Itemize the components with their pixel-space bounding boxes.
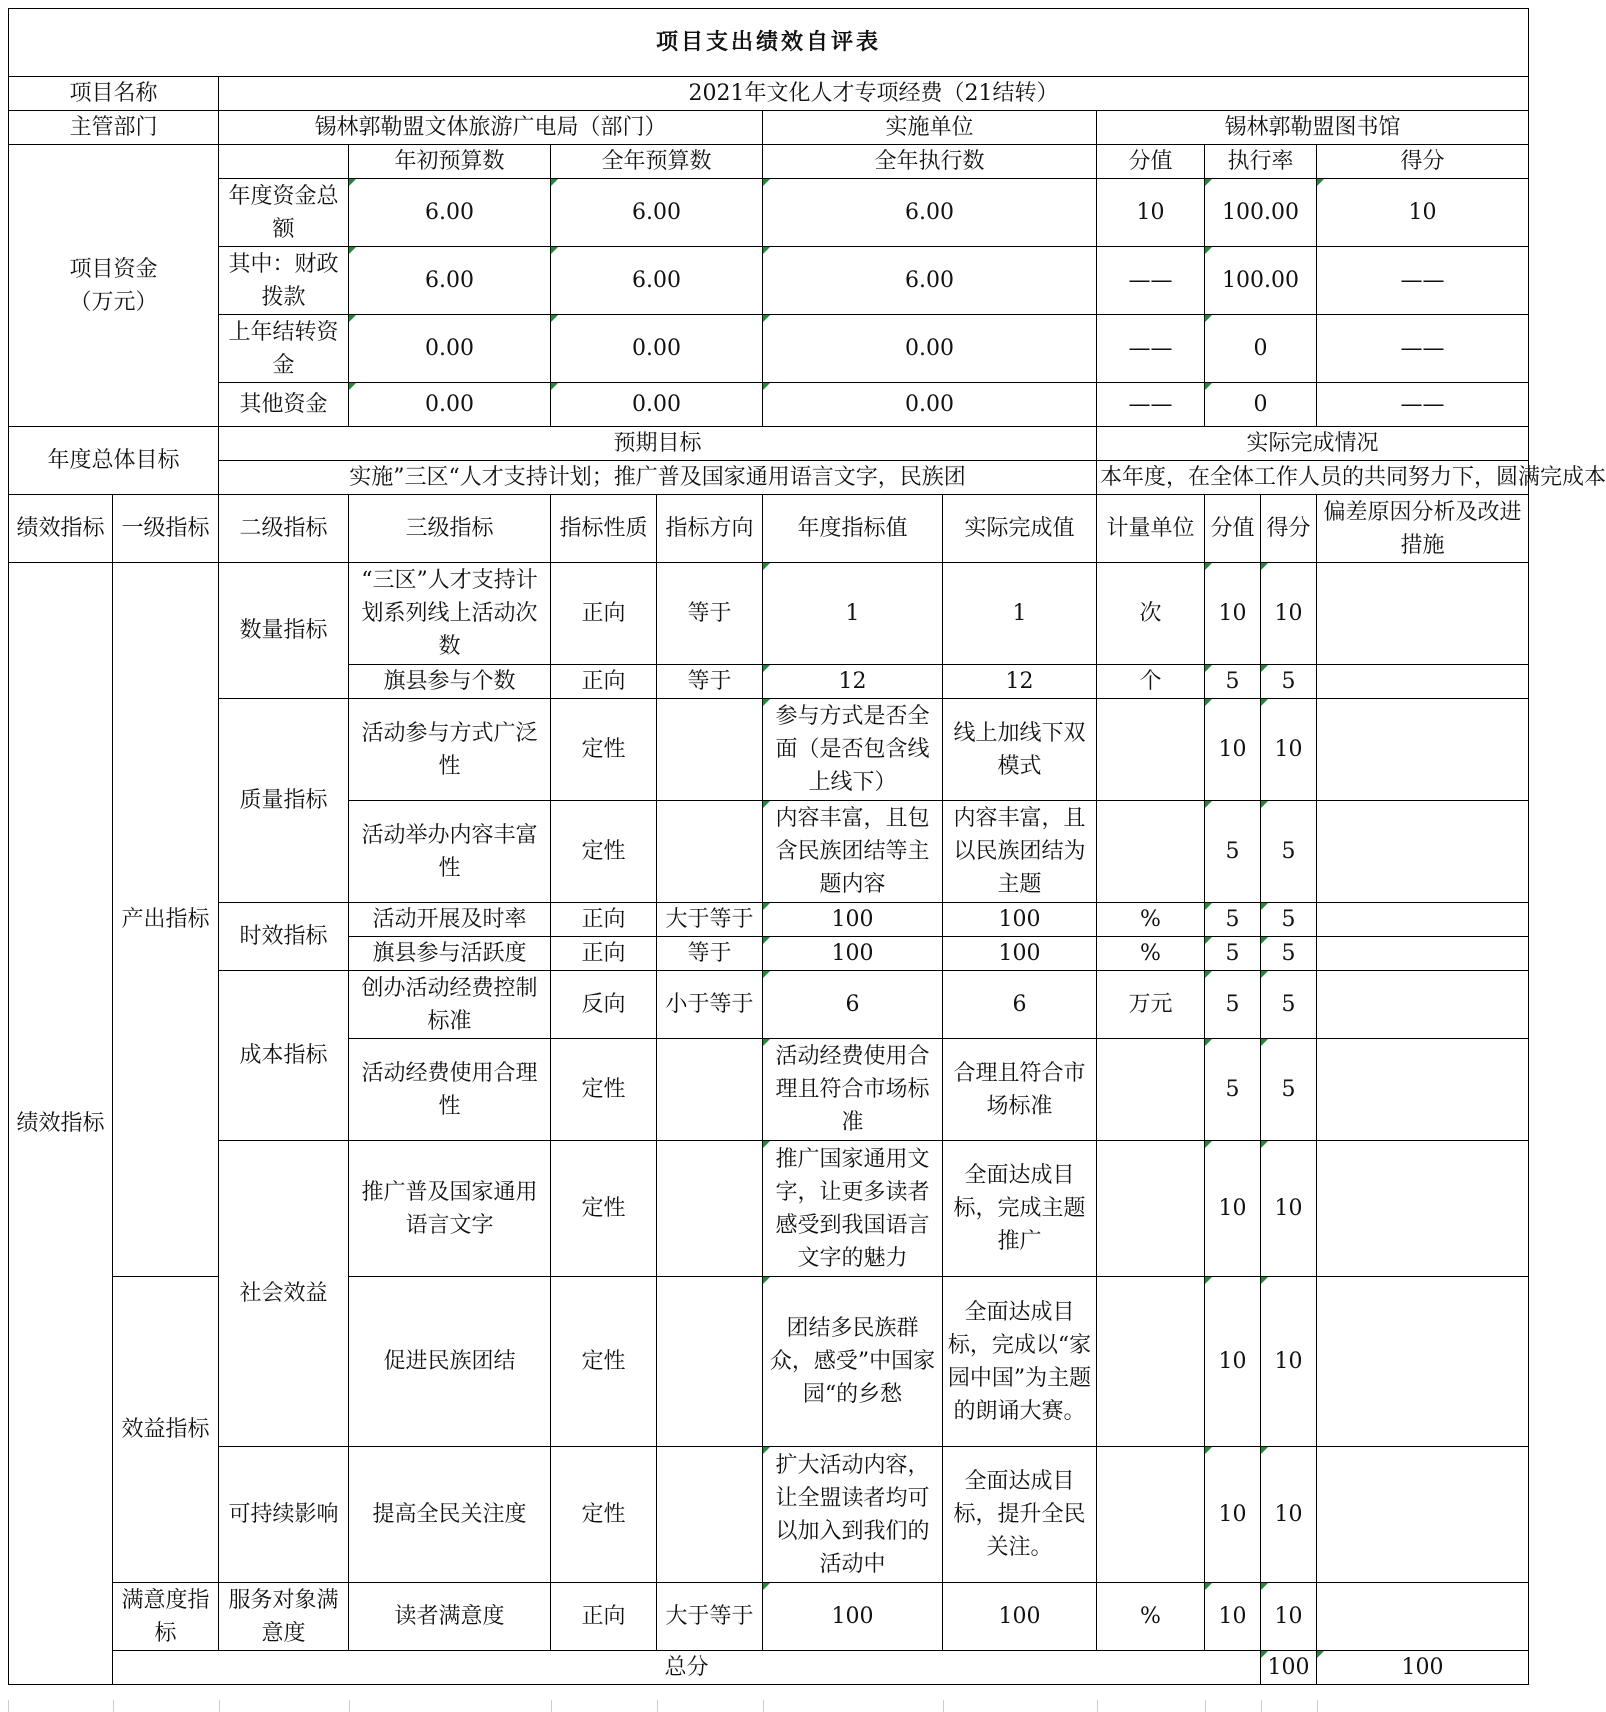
indicator-actual[interactable]: 100 [943,937,1097,971]
indicator-direction[interactable]: 大于等于 [657,1583,763,1651]
funds-row-label: 其中：财政拨款 [219,247,349,315]
indicator-nature[interactable]: 正向 [551,1583,657,1651]
indicator-score[interactable]: 5 [1261,903,1317,937]
hdr-score: 得分 [1261,495,1317,563]
indicator-value[interactable]: 5 [1205,801,1261,903]
indicator-direction[interactable] [657,1141,763,1277]
funds-score[interactable]: 10 [1317,179,1529,247]
self-evaluation-table [8,8,1606,1685]
unit-value[interactable]: 锡林郭勒盟图书馆 [1097,111,1529,145]
indicator-unit[interactable]: 个 [1097,665,1205,699]
indicator-direction[interactable]: 大于等于 [657,903,763,937]
goal-label: 年度总体目标 [9,427,219,495]
level2-quantity: 数量指标 [219,563,349,699]
indicator-actual[interactable]: 100 [943,903,1097,937]
indicator-score[interactable]: 5 [1261,937,1317,971]
hdr-direction: 指标方向 [657,495,763,563]
indicator-nature[interactable]: 正向 [551,563,657,665]
indicator-actual[interactable]: 100 [943,1583,1097,1651]
indicator-nature[interactable]: 正向 [551,937,657,971]
indicator-direction[interactable] [657,1277,763,1447]
indicator-actual[interactable]: 1 [943,563,1097,665]
indicator-direction[interactable]: 等于 [657,563,763,665]
indicator-score[interactable]: 5 [1261,801,1317,903]
indicator-nature[interactable]: 定性 [551,699,657,801]
indicator-name: 活动经费使用合理性 [349,1039,551,1141]
unit-label: 实施单位 [763,111,1097,145]
indicator-nature[interactable]: 定性 [551,1039,657,1141]
goal-expected-label: 预期目标 [219,427,1097,461]
total-value[interactable]: 100 [1261,1651,1317,1685]
funds-executed[interactable]: 0.00 [763,383,1097,427]
indicator-deviation[interactable] [1317,903,1529,937]
indicator-target[interactable]: 100 [763,903,943,937]
indicator-name: 促进民族团结 [349,1277,551,1447]
hdr-level1: 一级指标 [113,495,219,563]
indicator-unit[interactable]: % [1097,1583,1205,1651]
indicator-target[interactable]: 扩大活动内容，让全盟读者均可以加入到我们的活动中 [763,1447,943,1583]
hdr-level2: 二级指标 [219,495,349,563]
indicator-deviation[interactable] [1317,1583,1529,1651]
goal-actual-text[interactable]: 本年度，在全体工作人员的共同努力下，圆满完成本 [1097,461,1529,495]
indicator-nature[interactable]: 定性 [551,1277,657,1447]
level2-sustain: 可持续影响 [219,1447,349,1583]
funds-executed[interactable]: 6.00 [763,247,1097,315]
funds-header-score-value: 分值 [1097,145,1205,179]
indicator-name: “三区”人才支持计划系列线上活动次数 [349,563,551,665]
hdr-target: 年度指标值 [763,495,943,563]
indicator-value[interactable]: 5 [1205,937,1261,971]
indicator-value[interactable]: 5 [1205,665,1261,699]
funds-rate[interactable]: 0 [1205,383,1317,427]
indicator-score[interactable]: 10 [1261,1141,1317,1277]
page-title: 项目支出绩效自评表 [9,9,1529,77]
indicator-direction[interactable] [657,1447,763,1583]
funds-initial[interactable]: 6.00 [349,247,551,315]
indicator-name: 创办活动经费控制标准 [349,971,551,1039]
indicator-direction[interactable] [657,699,763,801]
indicator-unit[interactable]: % [1097,937,1205,971]
indicator-actual[interactable]: 12 [943,665,1097,699]
funds-row-label: 上年结转资金 [219,315,349,383]
indicator-target[interactable]: 12 [763,665,943,699]
indicator-value[interactable]: 10 [1205,1141,1261,1277]
funds-executed[interactable]: 0.00 [763,315,1097,383]
indicator-actual[interactable]: 线上加线下双模式 [943,699,1097,801]
indicator-value[interactable]: 10 [1205,1447,1261,1583]
indicator-unit[interactable]: 万元 [1097,971,1205,1039]
indicator-score[interactable]: 10 [1261,699,1317,801]
hdr-perf: 绩效指标 [9,495,113,563]
goal-actual-label: 实际完成情况 [1097,427,1529,461]
indicator-deviation[interactable] [1317,971,1529,1039]
funds-score-value[interactable]: —— [1097,247,1205,315]
level1-satisfaction: 满意度指标 [113,1583,219,1651]
project-name-label: 项目名称 [9,77,219,111]
hdr-level3: 三级指标 [349,495,551,563]
indicator-unit[interactable] [1097,1277,1205,1447]
indicator-target[interactable]: 团结多民族群众，感受”中国家园“的乡愁 [763,1277,943,1447]
indicator-target[interactable]: 推广国家通用文字，让更多读者感受到我国语言文字的魅力 [763,1141,943,1277]
funds-rate[interactable]: 0 [1205,315,1317,383]
total-score[interactable]: 100 [1317,1651,1529,1685]
level2-quality: 质量指标 [219,699,349,903]
indicator-value[interactable]: 10 [1205,1583,1261,1651]
funds-annual[interactable]: 6.00 [551,179,763,247]
funds-executed[interactable]: 6.00 [763,179,1097,247]
indicator-target[interactable]: 1 [763,563,943,665]
indicator-actual[interactable]: 全面达成目标，完成主题推广 [943,1141,1097,1277]
funds-initial[interactable]: 0.00 [349,383,551,427]
indicator-name: 推广普及国家通用语言文字 [349,1141,551,1277]
indicator-target[interactable]: 100 [763,937,943,971]
level2-social: 社会效益 [219,1141,349,1447]
indicator-direction[interactable]: 等于 [657,937,763,971]
level2-service: 服务对象满意度 [219,1583,349,1651]
level1-benefit: 效益指标 [113,1277,219,1583]
dept-value[interactable]: 锡林郭勒盟文体旅游广电局（部门） [219,111,763,145]
indicator-unit[interactable] [1097,699,1205,801]
next-row-gridlines [8,1700,1525,1712]
indicator-nature[interactable]: 定性 [551,801,657,903]
indicator-actual[interactable]: 6 [943,971,1097,1039]
indicator-direction[interactable]: 小于等于 [657,971,763,1039]
indicator-name: 旗县参与活跃度 [349,937,551,971]
indicator-nature[interactable]: 反向 [551,971,657,1039]
indicator-direction[interactable]: 等于 [657,665,763,699]
indicator-score[interactable]: 10 [1261,1583,1317,1651]
indicator-name: 提高全民关注度 [349,1447,551,1583]
indicator-value[interactable]: 10 [1205,699,1261,801]
indicator-actual[interactable]: 合理且符合市场标准 [943,1039,1097,1141]
funds-header-annual: 全年预算数 [551,145,763,179]
indicator-target[interactable]: 参与方式是否全面（是否包含线上线下） [763,699,943,801]
indicator-unit[interactable] [1097,1447,1205,1583]
indicator-nature[interactable]: 定性 [551,1141,657,1277]
indicator-target[interactable]: 100 [763,1583,943,1651]
funds-initial[interactable]: 6.00 [349,179,551,247]
funds-header-rate: 执行率 [1205,145,1317,179]
funds-score-value[interactable]: —— [1097,383,1205,427]
indicator-actual[interactable]: 全面达成目标，提升全民关注。 [943,1447,1097,1583]
indicator-score[interactable]: 5 [1261,971,1317,1039]
funds-rate[interactable]: 100.00 [1205,247,1317,315]
indicator-actual[interactable]: 全面达成目标，完成以“家园中国”为主题的朗诵大赛。 [943,1277,1097,1447]
indicator-score[interactable]: 10 [1261,1277,1317,1447]
perf-group-label: 绩效指标 [9,563,113,1685]
funds-score[interactable]: —— [1317,383,1529,427]
funds-annual[interactable]: 0.00 [551,315,763,383]
indicator-target[interactable]: 内容丰富，且包含民族团结等主题内容 [763,801,943,903]
funds-initial[interactable]: 0.00 [349,315,551,383]
indicator-score[interactable]: 5 [1261,665,1317,699]
dept-label: 主管部门 [9,111,219,145]
level2-cost: 成本指标 [219,971,349,1141]
level2-time: 时效指标 [219,903,349,971]
hdr-unit: 计量单位 [1097,495,1205,563]
funds-rate[interactable]: 100.00 [1205,179,1317,247]
funds-score-value[interactable]: 10 [1097,179,1205,247]
indicator-name: 活动举办内容丰富性 [349,801,551,903]
hdr-deviation: 偏差原因分析及改进措施 [1317,495,1529,563]
funds-row-label: 其他资金 [219,383,349,427]
funds-label: 项目资金（万元） [9,145,219,427]
indicator-deviation[interactable] [1317,665,1529,699]
funds-header-blank [219,145,349,179]
indicator-score[interactable]: 10 [1261,1447,1317,1583]
funds-score-value[interactable]: —— [1097,315,1205,383]
level1-output: 产出指标 [113,563,219,1277]
indicator-target[interactable]: 6 [763,971,943,1039]
funds-header-score: 得分 [1317,145,1529,179]
indicator-deviation[interactable] [1317,1277,1529,1447]
indicator-direction[interactable] [657,1039,763,1141]
indicator-actual[interactable]: 内容丰富，且以民族团结为主题 [943,801,1097,903]
indicator-nature[interactable]: 正向 [551,665,657,699]
funds-header-initial: 年初预算数 [349,145,551,179]
indicator-name: 读者满意度 [349,1583,551,1651]
funds-score[interactable]: —— [1317,247,1529,315]
indicator-unit[interactable]: 次 [1097,563,1205,665]
indicator-value[interactable]: 10 [1205,563,1261,665]
indicator-name: 旗县参与个数 [349,665,551,699]
indicator-unit[interactable] [1097,801,1205,903]
indicator-deviation[interactable] [1317,699,1529,801]
indicator-value[interactable]: 5 [1205,1039,1261,1141]
indicator-direction[interactable] [657,801,763,903]
indicator-deviation[interactable] [1317,1141,1529,1277]
indicator-nature[interactable]: 正向 [551,903,657,937]
indicator-deviation[interactable] [1317,563,1529,665]
project-name-value[interactable]: 2021年文化人才专项经费（21结转） [219,77,1529,111]
indicator-deviation[interactable] [1317,937,1529,971]
indicator-value[interactable]: 5 [1205,903,1261,937]
indicator-deviation[interactable] [1317,1039,1529,1141]
indicator-unit[interactable] [1097,1141,1205,1277]
hdr-nature: 指标性质 [551,495,657,563]
indicator-unit[interactable] [1097,1039,1205,1141]
indicator-unit[interactable]: % [1097,903,1205,937]
indicator-value[interactable]: 5 [1205,971,1261,1039]
hdr-actual: 实际完成值 [943,495,1097,563]
goal-expected-text[interactable]: 实施”三区“人才支持计划；推广普及国家通用语言文字，民族团 [219,461,1097,495]
indicator-deviation[interactable] [1317,1447,1529,1583]
indicator-value[interactable]: 10 [1205,1277,1261,1447]
funds-annual[interactable]: 6.00 [551,247,763,315]
indicator-score[interactable]: 10 [1261,563,1317,665]
indicator-target[interactable]: 活动经费使用合理且符合市场标准 [763,1039,943,1141]
funds-score[interactable]: —— [1317,315,1529,383]
funds-header-executed: 全年执行数 [763,145,1097,179]
hdr-value: 分值 [1205,495,1261,563]
indicator-deviation[interactable] [1317,801,1529,903]
indicator-score[interactable]: 5 [1261,1039,1317,1141]
indicator-nature[interactable]: 定性 [551,1447,657,1583]
funds-annual[interactable]: 0.00 [551,383,763,427]
total-label: 总分 [113,1651,1261,1685]
indicator-name: 活动开展及时率 [349,903,551,937]
funds-row-label: 年度资金总额 [219,179,349,247]
indicator-name: 活动参与方式广泛性 [349,699,551,801]
